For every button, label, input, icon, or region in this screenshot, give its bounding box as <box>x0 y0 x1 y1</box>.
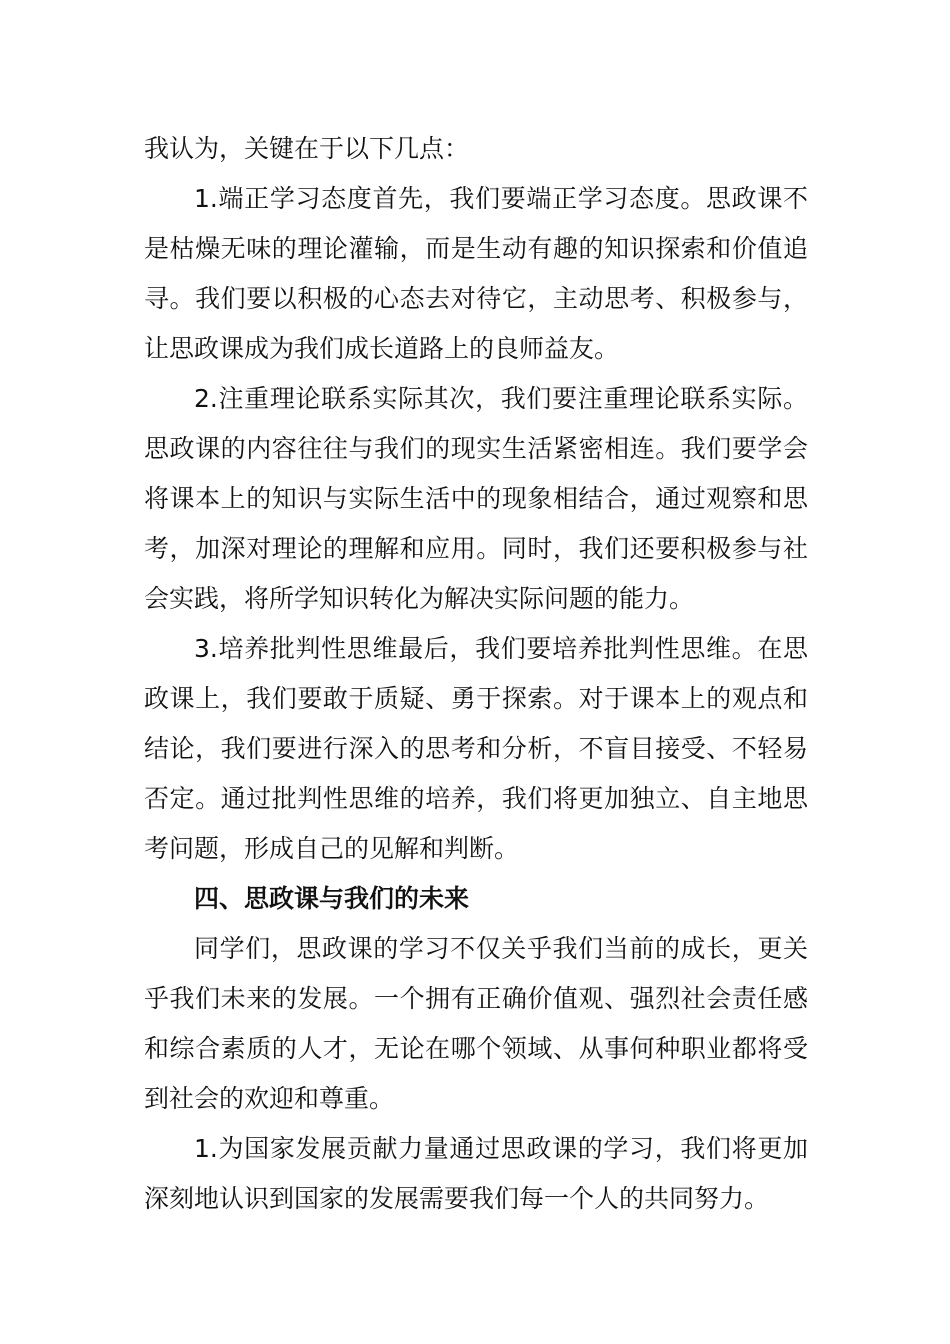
future-point-1-paragraph: 1.为国家发展贡献力量通过思政课的学习，我们将更加深刻地认识到国家的发展需要我们每一个人的共同努力。 <box>144 1134 808 1213</box>
document-body <box>144 124 808 1224</box>
future-intro-paragraph: 同学们，思政课的学习不仅关乎我们当前的成长，更关乎我们未来的发展。一个拥有正确价值观、强烈社会责任感和综合素质的人才，无论在哪个领域、从事何种职业都将受到社会的欢迎和尊重。 <box>144 934 808 1113</box>
intro-paragraph: 我认为，关键在于以下几点： <box>144 134 470 163</box>
section-heading-four: 四、思政课与我们的未来 <box>194 884 470 913</box>
point-2-practice-paragraph: 2.注重理论联系实际其次，我们要注重理论联系实际。思政课的内容往往与我们的现实生活紧密相连。我们要学会将课本上的知识与实际生活中的现象相结合，通过观察和思考，加深对理论的理解和应用。同时，我们还要积极参与社会实践，将所学知识转化为解决实际问题的能力。 <box>144 384 808 613</box>
point-1-attitude-paragraph: 1.端正学习态度首先，我们要端正学习态度。思政课不是枯燥无味的理论灌输，而是生动有趣的知识探索和价值追寻。我们要以积极的心态去对待它，主动思考、积极参与，让思政课成为我们成长道路上的良师益友。 <box>144 184 808 363</box>
point-3-critical-thinking-paragraph: 3.培养批判性思维最后，我们要培养批判性思维。在思政课上，我们要敢于质疑、勇于探索。对于课本上的观点和结论，我们要进行深入的思考和分析，不盲目接受、不轻易否定。通过批判性思维的培养，我们将更加独立、自主地思考问题，形成自己的见解和判断。 <box>144 634 808 863</box>
